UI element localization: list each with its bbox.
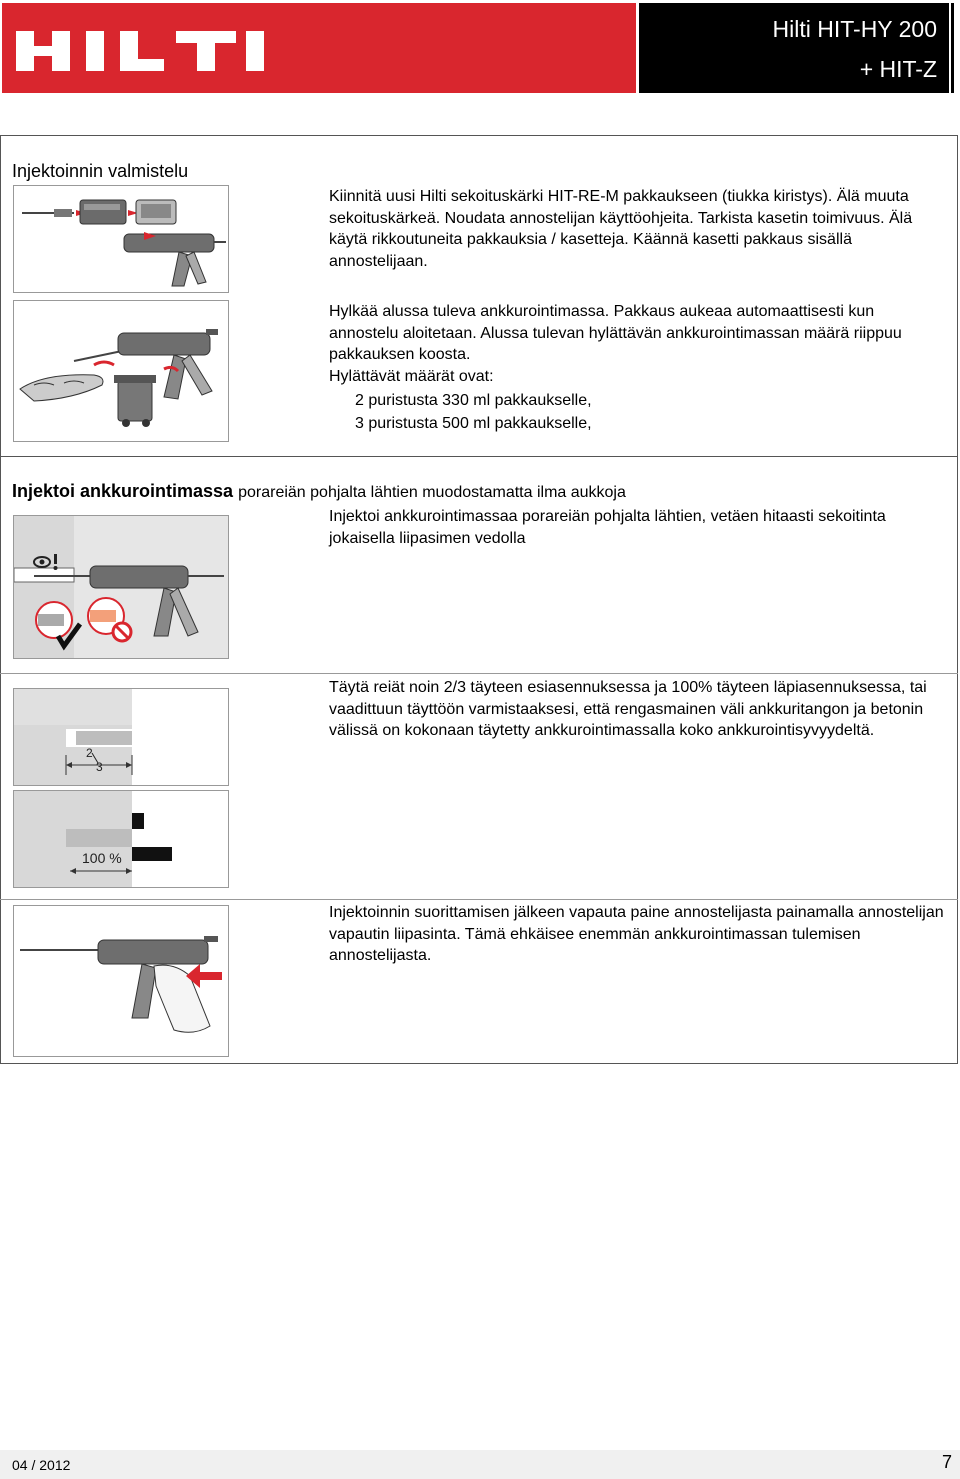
page-footer xyxy=(0,1450,960,1479)
figure-cartridge-insertion xyxy=(13,185,229,293)
section-title-preparation: Injektoinnin valmistelu xyxy=(12,161,189,181)
product-title-line1: Hilti HIT-HY 200 xyxy=(772,16,937,42)
label-full-percent: 100 % xyxy=(82,850,122,866)
header-title-box xyxy=(639,3,949,93)
step-text-attach-mixer: Kiinnitä uusi Hilti sekoituskärki HIT-RE-M pakkaukseen (tiukka kiristys). Älä muuta sekoituskärkeä. Noudata annostelijan käyttöohjeita. Tarkista kasetin toimivuus. Älä käytä rikkoutuneita pakkauksia / kasetteja. Käännä kasetti pakkaus sisällä annostelijaan. xyxy=(329,188,913,270)
step-text-inject-slowly: Injektoi ankkurointimassaa porareiän pohjalta lähtien, vetäen hitaasti sekoitinta jokaisella liipasimen vedolla xyxy=(329,508,886,547)
discard-amount-330ml: 2 puristusta 330 ml pakkaukselle, xyxy=(355,392,592,409)
label-two-thirds-denominator: 3 xyxy=(96,760,103,774)
table-bottom-border xyxy=(0,1063,958,1064)
header-edge xyxy=(951,3,954,93)
table-left-border xyxy=(0,135,1,1063)
step-text-fill-hole: Täytä reiät noin 2/3 täyteen esiasennuksessa ja 100% täyteen läpiasennuksessa, tai vaadittuun täyttöön varmistaaksesi, että rengasmainen väli ankkuritangon ja betonin välissä on kokonaan täytetty ankkurointimassalla koko ankkurointisyvyydeltä. xyxy=(329,679,927,739)
footer-date: 04 / 2012 xyxy=(12,1457,71,1473)
product-title-line2: + HIT-Z xyxy=(859,56,937,82)
table-top-border xyxy=(0,135,958,136)
figure-release-pressure xyxy=(13,905,229,1057)
figure-fill-full-depth xyxy=(13,790,229,888)
step-text-release-pressure: Injektoinnin suorittamisen jälkeen vapauta paine annostelijasta painamalla annostelijan vapautin liipasinta. Tämä ehkäisee enemmän ankkurointimassan tulemisen annostelijasta. xyxy=(329,904,944,964)
row-divider xyxy=(0,899,958,900)
page-header xyxy=(2,3,954,93)
figure-inject-from-bottom xyxy=(13,515,229,659)
page-number: 7 xyxy=(941,1452,952,1472)
row-divider xyxy=(0,673,958,674)
figure-fill-two-thirds xyxy=(13,688,229,786)
hilti-logo xyxy=(16,31,266,76)
section-title-injection-rest: porareiän pohjalta lähtien muodostamatta ilma aukkoja xyxy=(238,484,626,501)
label-two-thirds-numerator: 2 xyxy=(86,746,93,760)
section-title-injection-bold: Injektoi ankkurointimassa xyxy=(12,481,234,501)
discard-amounts-intro: Hylättävät määrät ovat: xyxy=(329,368,494,385)
section-title-injection xyxy=(12,481,626,502)
step-text-discard-mortar: Hylkää alussa tuleva ankkurointimassa. Pakkaus aukeaa automaattisesti kun annostelu aloitetaan. Alussa tulevan hylättävän ankkurointimassan määrä riippuu pakkauksen koosta. xyxy=(329,303,902,363)
figure-discard-initial-mortar xyxy=(13,300,229,442)
section-divider xyxy=(0,456,958,457)
table-right-border xyxy=(957,135,958,1063)
discard-amount-500ml: 3 puristusta 500 ml pakkaukselle, xyxy=(355,415,592,432)
